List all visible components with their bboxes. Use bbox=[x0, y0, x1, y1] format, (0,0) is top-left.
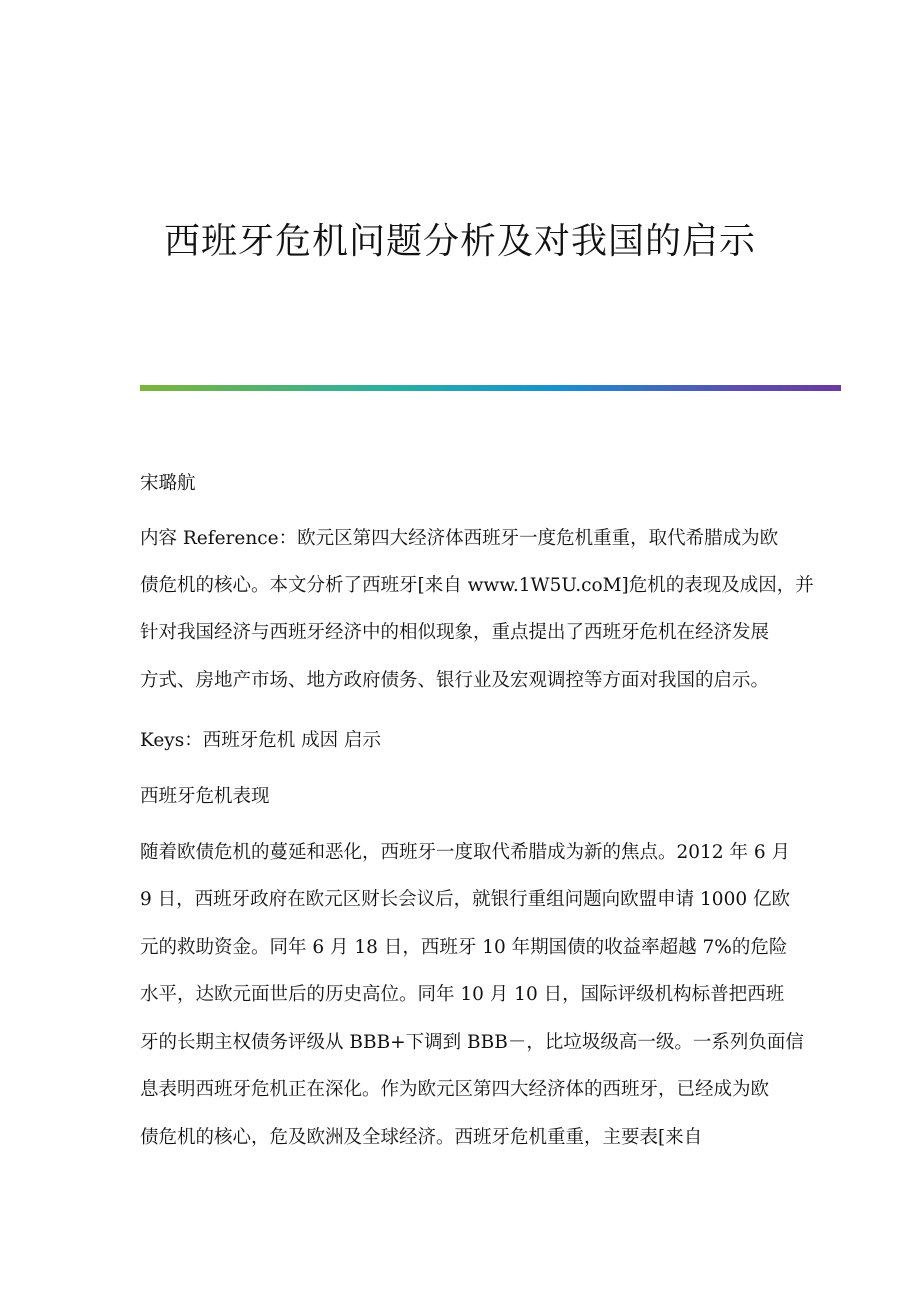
body-line: 9 日，西班牙政府在欧元区财长会议后，就银行重组问题向欧盟申请 1000 亿欧 bbox=[140, 889, 790, 910]
abstract-line: 内容 Reference：欧元区第四大经济体西班牙一度危机重重，取代希腊成为欧 bbox=[140, 528, 779, 549]
body-line: 水平，达欧元面世后的历史高位。同年 10 月 10 日，国际评级机构标普把西班 bbox=[140, 984, 785, 1005]
abstract-line: 方式、房地产市场、地方政府债务、银行业及宏观调控等方面对我国的启示。 bbox=[140, 670, 770, 691]
body-line: 元的救助资金。同年 6 月 18 日，西班牙 10 年期国债的收益率超越 7%的危险 bbox=[140, 937, 788, 958]
body-line: 随着欧债危机的蔓延和恶化，西班牙一度取代希腊成为新的焦点。2012 年 6 月 bbox=[140, 842, 790, 863]
document-title: 西班牙危机问题分析及对我国的启示 bbox=[163, 221, 756, 262]
gradient-divider bbox=[140, 385, 841, 391]
section-heading: 西班牙危机表现 bbox=[140, 786, 270, 807]
body-line: 息表明西班牙危机正在深化。作为欧元区第四大经济体的西班牙，已经成为欧 bbox=[140, 1079, 770, 1100]
body-line: 牙的长期主权债务评级从 BBB+下调到 BBB－，比垃圾级高一级。一系列负面信 bbox=[140, 1032, 804, 1053]
author: 宋璐航 bbox=[140, 473, 196, 494]
body-line: 债危机的核心，危及欧洲及全球经济。西班牙危机重重，主要表[来自 bbox=[140, 1127, 703, 1148]
abstract-line: 债危机的核心。本文分析了西班牙[来自 www.1W5U.coM]危机的表现及成因，并 bbox=[140, 575, 814, 596]
abstract-line: 针对我国经济与西班牙经济中的相似现象，重点提出了西班牙危机在经济发展 bbox=[140, 622, 770, 643]
keywords: Keys：西班牙危机 成因 启示 bbox=[140, 730, 381, 751]
